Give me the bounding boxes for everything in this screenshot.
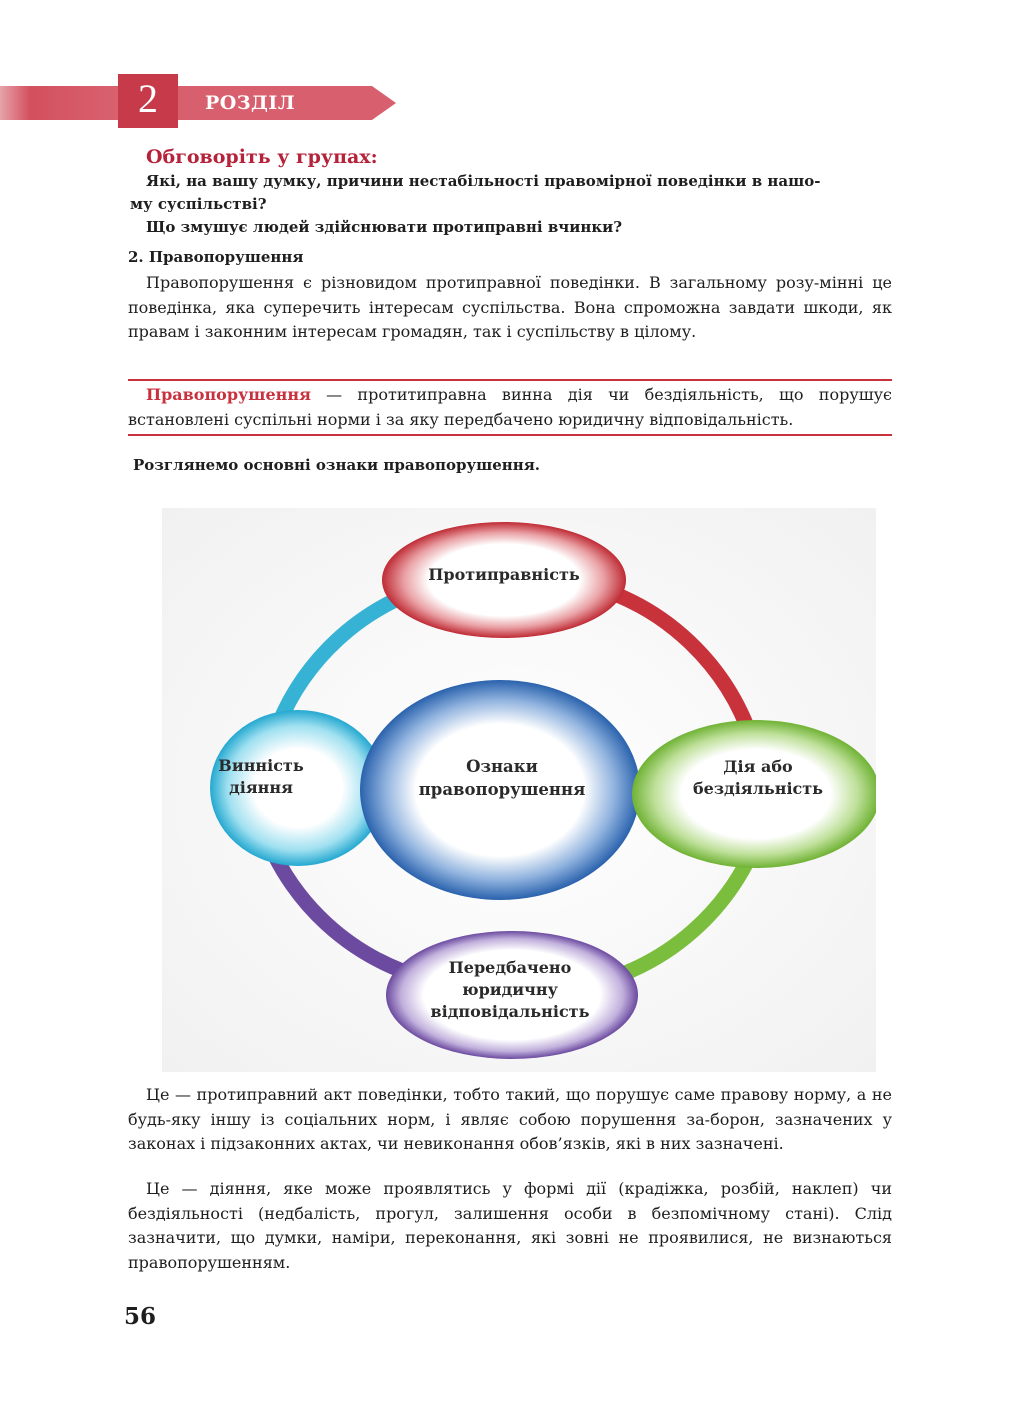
chapter-number: 2 [138, 76, 158, 121]
chapter-title: РОЗДІЛ [205, 92, 296, 114]
diagram-intro: Розглянемо основні ознаки правопорушення. [133, 456, 540, 474]
node-act-line-2: бездіяльність [692, 779, 824, 798]
page-number: 56 [124, 1303, 157, 1330]
offense-features-diagram [162, 508, 876, 1072]
section-paragraph-1: Правопорушення є різновидом протиправної поведінки. В загальному розу-мінні це поведінка, яка суперечить інтересам суспільства. Вона спроможна завдати шкоди, як правам і законним інтересам громадян, так і суспільству в цілому. [128, 273, 892, 341]
body-paragraph-2: Це — протиправний акт поведінки, тобто такий, що порушує саме правову норму, а не будь-яку іншу із соціальних норм, і являє собою порушення за-борон, зазначених у законах і підзаконних актах, чи невиконання обов’язків, які в них зазначені. [128, 1085, 892, 1153]
node-liability-line-3: відповідальність [430, 1002, 590, 1021]
definition-bottom-rule [128, 434, 892, 436]
center-label [419, 755, 586, 801]
node-guilt-line-2: діяння [229, 778, 293, 797]
node-act-label [693, 756, 823, 800]
section-title: 2. Правопорушення [128, 248, 304, 266]
question-1-line-2: му суспільстві? [130, 195, 267, 213]
definition-text: — протитиправна винна дія чи бездіяльність, що порушує встановлені суспільні норми і за яку передбачено юридичну відповідальність. [128, 385, 892, 429]
center-label-line-1: Ознаки [466, 757, 538, 776]
node-unlawfulness-label [428, 564, 579, 586]
node-liability-label [431, 957, 590, 1023]
node-act-line-1: Дія або [723, 757, 793, 776]
node-liability-line-2: юридичну [462, 980, 558, 999]
question-1-line-1: Які, на вашу думку, причини нестабільності правомірної поведінки в нашо- [146, 172, 821, 190]
chapter-header-band [0, 74, 398, 128]
definition-box [128, 383, 892, 432]
discussion-question-1 [130, 170, 892, 216]
discussion-question-2: Що змушує людей здійснювати протиправні вчинки? [146, 218, 623, 236]
center-label-line-2: правопорушення [418, 780, 586, 799]
node-guilt-line-1: Винність [218, 756, 304, 775]
node-guilt-label [218, 755, 303, 799]
discussion-title: Обговоріть у групах: [146, 146, 378, 168]
body-paragraph-3: Це — діяння, яке може проявлятись у формі дії (крадіжка, розбій, наклеп) чи бездіяльності (недбалість, прогул, залишення особи в безпомічному стані). Слід зазначити, що думки, наміри, переконання, які зовні не проявилися, не визнаються правопорушенням. [128, 1179, 892, 1272]
node-unlawfulness-text: Протиправність [428, 565, 580, 584]
definition-top-rule [128, 379, 892, 381]
definition-term: Правопорушення [146, 385, 311, 404]
node-liability-line-1: Передбачено [448, 958, 572, 977]
